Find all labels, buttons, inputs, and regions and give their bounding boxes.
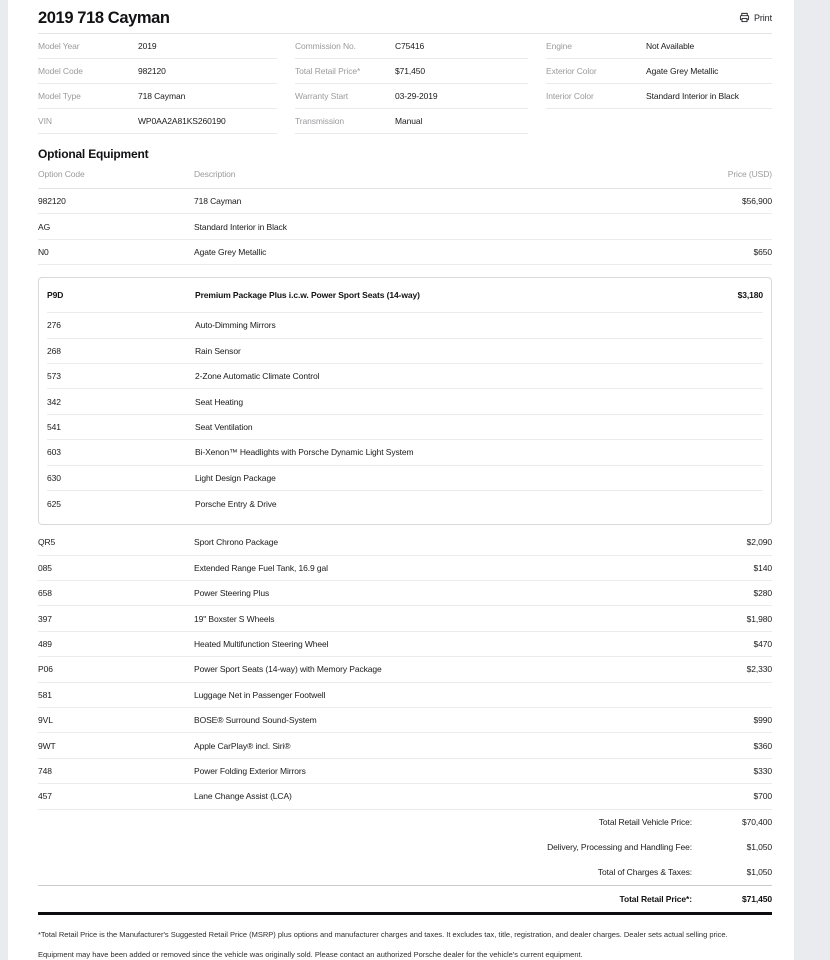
option-description-cell: Standard Interior in Black (194, 221, 287, 232)
option-row (38, 708, 772, 733)
option-description-cell: Apple CarPlay® incl. Siri® (194, 740, 291, 751)
option-code-cell: 982120 (38, 196, 66, 207)
option-description-cell: Power Steering Plus (194, 588, 270, 599)
info-row (295, 34, 528, 59)
option-row (47, 313, 763, 338)
option-code-cell: 625 (47, 498, 61, 509)
total-value: $70,400 (741, 817, 772, 828)
option-code-cell: 630 (47, 472, 61, 483)
option-row (38, 759, 772, 784)
info-label: Interior Color (546, 91, 594, 101)
option-row (47, 415, 763, 440)
option-row (38, 733, 772, 758)
info-row (38, 34, 277, 59)
option-price-cell: $990 (753, 715, 772, 726)
option-code-cell: 342 (47, 396, 61, 407)
option-row (38, 189, 772, 214)
option-row (47, 389, 763, 414)
option-description-cell: Seat Heating (195, 396, 243, 407)
total-label: Total of Charges & Taxes: (597, 867, 692, 878)
option-row (47, 364, 763, 389)
option-price-cell: $3,180 (737, 290, 763, 301)
option-description-cell: Seat Ventilation (195, 421, 253, 432)
package-item-rows (47, 313, 763, 516)
option-row (38, 240, 772, 265)
option-code-cell: 489 (38, 639, 52, 650)
option-price-cell: $140 (753, 562, 772, 573)
info-value: 718 Cayman (138, 91, 186, 101)
option-row (38, 530, 772, 555)
info-value: 982120 (138, 66, 166, 76)
option-code-cell: 658 (38, 588, 52, 599)
option-rows-before-package (38, 189, 772, 265)
option-code-cell: 603 (47, 447, 61, 458)
option-price-cell: $2,090 (746, 537, 772, 548)
option-row (38, 683, 772, 708)
info-value: 03-29-2019 (395, 91, 438, 101)
package-header-row (47, 278, 763, 313)
option-code-cell: P06 (38, 664, 53, 675)
option-code-cell: 573 (47, 371, 61, 382)
grand-total-label: Total Retail Price*: (619, 893, 692, 904)
total-value: $1,050 (746, 867, 772, 878)
option-price-cell: $650 (753, 246, 772, 257)
info-row (38, 84, 277, 109)
option-description-cell: 19" Boxster S Wheels (194, 613, 275, 624)
option-code-cell: 581 (38, 689, 52, 700)
option-row (38, 632, 772, 657)
info-label: Transmission (295, 116, 345, 126)
option-row (38, 657, 772, 682)
info-label: Model Type (38, 91, 81, 101)
info-row (546, 59, 772, 84)
option-row (38, 214, 772, 239)
option-row (47, 466, 763, 491)
option-code-cell: 9VL (38, 715, 53, 726)
price-header: Price (USD) (727, 169, 772, 179)
option-description-cell: Rain Sensor (195, 345, 241, 356)
info-value: $71,450 (395, 66, 426, 76)
info-label: Commission No. (295, 41, 356, 51)
option-code-cell: 397 (38, 613, 52, 624)
option-description-cell: Bi-Xenon™ Headlights with Porsche Dynamic Light System (195, 447, 414, 458)
info-value: Manual (395, 116, 423, 126)
option-row (47, 440, 763, 465)
option-row (38, 581, 772, 606)
option-table-header (38, 161, 772, 189)
info-label: Warranty Start (295, 91, 349, 101)
option-price-cell: $470 (753, 639, 772, 650)
printer-icon (739, 12, 750, 23)
total-value: $1,050 (746, 842, 772, 853)
info-row (295, 59, 528, 84)
vehicle-info-column (38, 34, 277, 134)
info-label: VIN (38, 116, 52, 126)
option-price-cell: $56,900 (741, 196, 772, 207)
option-description-cell: Lane Change Assist (LCA) (194, 791, 292, 802)
info-label: Exterior Color (546, 66, 597, 76)
option-code-cell: N0 (38, 246, 49, 257)
option-code-cell: 276 (47, 320, 61, 331)
info-row (295, 109, 528, 134)
print-label: Print (753, 12, 772, 23)
option-row (38, 784, 772, 809)
option-description-cell: Luggage Net in Passenger Footwell (194, 689, 326, 700)
option-price-cell: $330 (753, 766, 772, 776)
grand-total-row (38, 886, 772, 912)
option-code-cell: 9WT (38, 740, 56, 751)
option-code-cell: QR5 (38, 537, 56, 548)
info-row (38, 109, 277, 134)
bottom-rule (38, 912, 772, 915)
option-code-cell: AG (38, 221, 51, 232)
option-description-cell: Auto-Dimming Mirrors (195, 320, 276, 331)
option-price-cell: $700 (753, 791, 772, 802)
option-row (38, 556, 772, 581)
info-row (38, 59, 277, 84)
option-code-cell: 457 (38, 791, 52, 802)
option-code-cell: 085 (38, 562, 52, 573)
option-price-cell: $360 (753, 740, 772, 751)
option-code-cell: 748 (38, 766, 52, 776)
info-value: 2019 (138, 41, 157, 51)
footnote-equipment: Equipment may have been added or removed since the vehicle was originally sold. Please contact an authorized Porsche dealer for the vehicle's current equipment. (38, 949, 583, 959)
option-price-cell: $280 (753, 588, 772, 599)
info-value: Agate Grey Metallic (646, 66, 719, 76)
vehicle-info-grid (38, 33, 772, 134)
info-value: Not Available (646, 41, 695, 51)
grand-total-value: $71,450 (741, 893, 772, 904)
option-description-cell: Agate Grey Metallic (194, 246, 267, 257)
total-row (38, 835, 772, 860)
info-row (295, 84, 528, 109)
page-header (38, 0, 772, 33)
total-label: Delivery, Processing and Handling Fee: (547, 842, 692, 853)
info-label: Engine (546, 41, 572, 51)
option-price-cell: $1,980 (746, 613, 772, 624)
option-code-cell: 268 (47, 345, 61, 356)
info-value: Standard Interior in Black (646, 91, 739, 101)
info-label: Model Code (38, 66, 83, 76)
totals-section (38, 810, 772, 885)
option-description-cell: Light Design Package (195, 472, 276, 483)
total-row (38, 810, 772, 835)
option-description-cell: BOSE® Surround Sound-System (194, 715, 317, 726)
option-description-cell: Sport Chrono Package (194, 537, 278, 548)
option-description-cell: Premium Package Plus i.c.w. Power Sport Seats (14-way) (195, 290, 420, 301)
vehicle-info-column (295, 34, 528, 134)
vehicle-info-sheet (8, 0, 794, 960)
option-description-cell: 718 Cayman (194, 196, 242, 207)
option-code-cell: P9D (47, 290, 64, 301)
page-title: 2019 718 Cayman (38, 9, 170, 27)
option-rows-after-package (38, 530, 772, 809)
option-description-cell: Heated Multifunction Steering Wheel (194, 639, 329, 650)
option-code-header: Option Code (38, 169, 85, 179)
option-row (47, 491, 763, 516)
option-row (47, 339, 763, 364)
total-row (38, 860, 772, 885)
info-label: Model Year (38, 41, 80, 51)
optional-equipment-heading: Optional Equipment (38, 147, 149, 161)
description-header: Description (194, 169, 236, 179)
option-description-cell: Power Sport Seats (14-way) with Memory Package (194, 664, 382, 675)
vehicle-info-column (546, 34, 772, 134)
option-description-cell: Power Folding Exterior Mirrors (194, 766, 306, 776)
info-label: Total Retail Price* (295, 66, 361, 76)
info-value: C75416 (395, 41, 425, 51)
option-description-cell: Extended Range Fuel Tank, 16.9 gal (194, 562, 328, 573)
package-box (38, 277, 772, 525)
info-value: WP0AA2A81KS260190 (138, 116, 226, 126)
option-price-cell: $2,330 (746, 664, 772, 675)
option-description-cell: 2-Zone Automatic Climate Control (195, 371, 320, 382)
footnote-msrp: *Total Retail Price is the Manufacturer's Suggested Retail Price (MSRP) plus options and manufacturer charges and taxes. It excludes tax, title, registration, and dealer charges. Dealer sets actual selling price. (38, 929, 728, 939)
option-row (38, 606, 772, 631)
info-row (546, 84, 772, 109)
option-code-cell: 541 (47, 421, 61, 432)
total-label: Total Retail Vehicle Price: (598, 817, 692, 828)
info-row (546, 34, 772, 59)
option-description-cell: Porsche Entry & Drive (195, 498, 277, 509)
print-button[interactable] (739, 12, 772, 23)
